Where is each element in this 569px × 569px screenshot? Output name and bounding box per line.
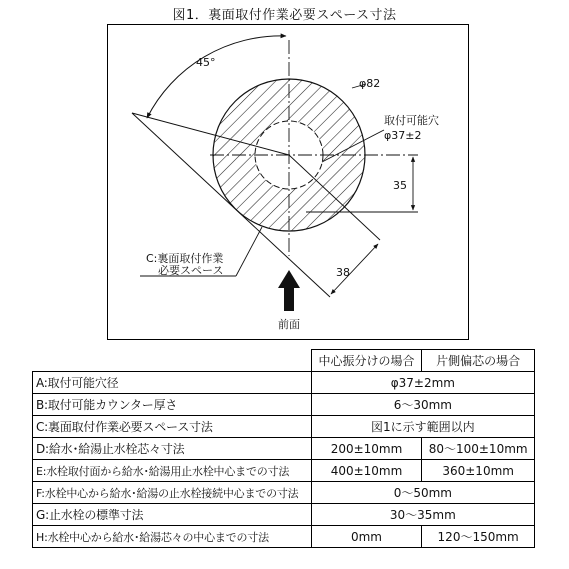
space-label-leader	[236, 227, 262, 276]
hole-label-line1: 取付可能穴	[384, 114, 439, 127]
row-label: G:止水栓の標準寸法	[33, 504, 312, 526]
front-arrow-icon	[278, 270, 300, 311]
row-label: E:水栓取付面から給水･給湯用止水栓中心までの寸法	[33, 460, 312, 482]
table-row	[33, 504, 535, 526]
dim-38-label: 38	[336, 266, 350, 279]
row-value-offset: 120〜150mm	[422, 526, 535, 548]
row-value: 6〜30mm	[311, 394, 534, 416]
row-value-center: 0mm	[311, 526, 422, 548]
header-center: 中心振分けの場合	[311, 350, 422, 372]
row-label: H:水栓中心から給水･給湯芯々の中心までの寸法	[33, 526, 312, 548]
table-row	[33, 394, 535, 416]
row-value: 30〜35mm	[311, 504, 534, 526]
angle-label: 45°	[196, 56, 216, 69]
spec-table	[32, 349, 535, 548]
hole-label-line2: φ37±2	[384, 129, 422, 142]
row-value-center: 400±10mm	[311, 460, 422, 482]
row-label: D:給水･給湯止水栓芯々寸法	[33, 438, 312, 460]
table-row	[33, 416, 535, 438]
row-value: φ37±2mm	[311, 372, 534, 394]
space-label-line1: C:裏面取付作業	[146, 252, 224, 265]
row-label: F:水栓中心から給水･給湯の止水栓接続中心までの寸法	[33, 482, 312, 504]
table-row	[33, 438, 535, 460]
table-header-row	[33, 350, 535, 372]
figure-title: 図1．裏面取付作業必要スペース寸法	[172, 8, 397, 23]
row-value-center: 200±10mm	[311, 438, 422, 460]
header-offset: 片側偏芯の場合	[422, 350, 535, 372]
table-row	[33, 460, 535, 482]
outer-dia-label: φ82	[359, 77, 381, 90]
row-value-offset: 80〜100±10mm	[422, 438, 535, 460]
row-value: 図1に示す範囲以内	[311, 416, 534, 438]
row-label: A:取付可能穴径	[33, 372, 312, 394]
row-value: 0〜50mm	[311, 482, 534, 504]
row-label: C:裏面取付作業必要スペース寸法	[33, 416, 312, 438]
table-row	[33, 372, 535, 394]
table-row	[33, 526, 535, 548]
table-row	[33, 482, 535, 504]
row-label: B:取付可能カウンター厚さ	[33, 394, 312, 416]
space-label-line2: 必要スペース	[158, 264, 224, 277]
header-blank	[33, 350, 312, 372]
dim-35-label: 35	[393, 179, 407, 192]
front-label: 前面	[278, 318, 300, 331]
row-value-offset: 360±10mm	[422, 460, 535, 482]
